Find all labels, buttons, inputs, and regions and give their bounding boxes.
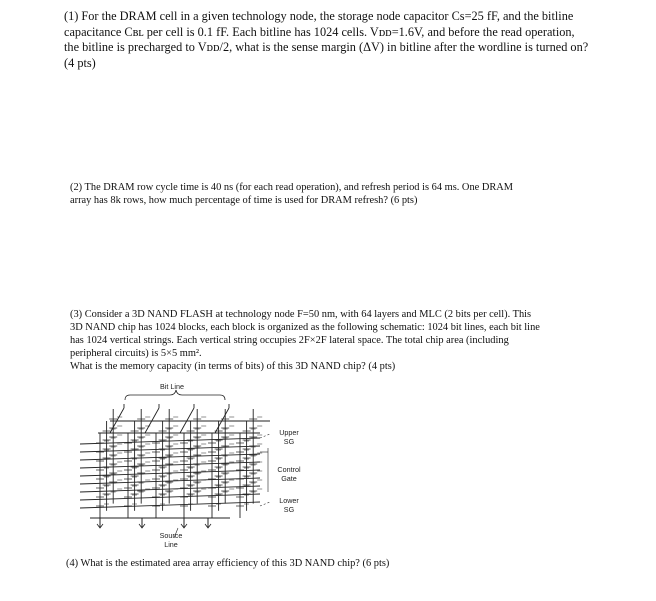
bit-line-wire bbox=[145, 408, 159, 433]
question-4-line: (4) What is the estimated area array efficiency of this 3D NAND chip? (6 pts) bbox=[66, 558, 390, 569]
upper-sg-label bbox=[274, 428, 304, 446]
control-gate-label-line: Gate bbox=[281, 474, 297, 483]
upper-sg-label-line: SG bbox=[283, 437, 295, 446]
question-3-line: (3) Consider a 3D NAND FLASH at technology node F=50 nm, with 64 layers and MLC (2 bits per cell). This bbox=[70, 309, 532, 320]
question-3-line: peripheral circuits) is 5×5 mm². bbox=[70, 348, 202, 359]
source-line-label bbox=[156, 531, 186, 549]
bit-line-wire bbox=[180, 408, 194, 433]
question-1-line: capacitance Cʙʟ per cell is 0.1 fF. Each bitline has 1024 cells. Vᴅᴅ=1.6V, and before the read operation, bbox=[64, 24, 575, 39]
bit-line-label: Bit Line bbox=[160, 382, 184, 391]
nand-schematic-figure bbox=[70, 378, 310, 553]
source-line-label-line: Source bbox=[159, 531, 183, 540]
control-gate-label-line: Control bbox=[277, 465, 301, 474]
question-3-line: has 1024 vertical strings. Each vertical string occupies 2F×2F lateral space. The total chip area (including bbox=[70, 335, 509, 346]
source-line-label-line: Line bbox=[164, 540, 178, 549]
question-1-line: (4 pts) bbox=[64, 55, 96, 70]
lower-sg-label bbox=[274, 496, 304, 514]
question-4 bbox=[66, 557, 586, 570]
upper-sg-label-line: Upper bbox=[279, 428, 299, 437]
control-gate-label bbox=[272, 465, 306, 483]
lower-sg-label-line: SG bbox=[283, 505, 295, 514]
bit-line-wire bbox=[110, 408, 124, 433]
question-2 bbox=[70, 181, 580, 207]
question-3 bbox=[70, 308, 590, 373]
question-1-line: (1) For the DRAM cell in a given technology node, the storage node capacitor Cs=25 fF, and the bitline bbox=[64, 9, 574, 23]
question-1 bbox=[64, 9, 604, 71]
question-2-line: (2) The DRAM row cycle time is 40 ns (for each read operation), and refresh period is 64 ms. One DRAM bbox=[70, 182, 514, 193]
lower-sg-leader bbox=[260, 502, 270, 506]
bit-line-brace bbox=[125, 390, 225, 400]
question-1-line: the bitline is precharged to Vᴅᴅ/2, what is the sense margin (ΔV) in bitline after the wordline is turned on? bbox=[64, 40, 589, 54]
question-2-line: array has 8k rows, how much percentage of time is used for DRAM refresh? (6 pts) bbox=[70, 195, 418, 206]
question-3-line: What is the memory capacity (in terms of bits) of this 3D NAND chip? (4 pts) bbox=[70, 361, 396, 372]
upper-sg-leader bbox=[260, 434, 270, 438]
lower-sg-label-line: Lower bbox=[279, 496, 299, 505]
question-3-line: 3D NAND chip has 1024 blocks, each block is organized as the following schematic: 1024 bit lines, each bit line bbox=[70, 322, 540, 333]
